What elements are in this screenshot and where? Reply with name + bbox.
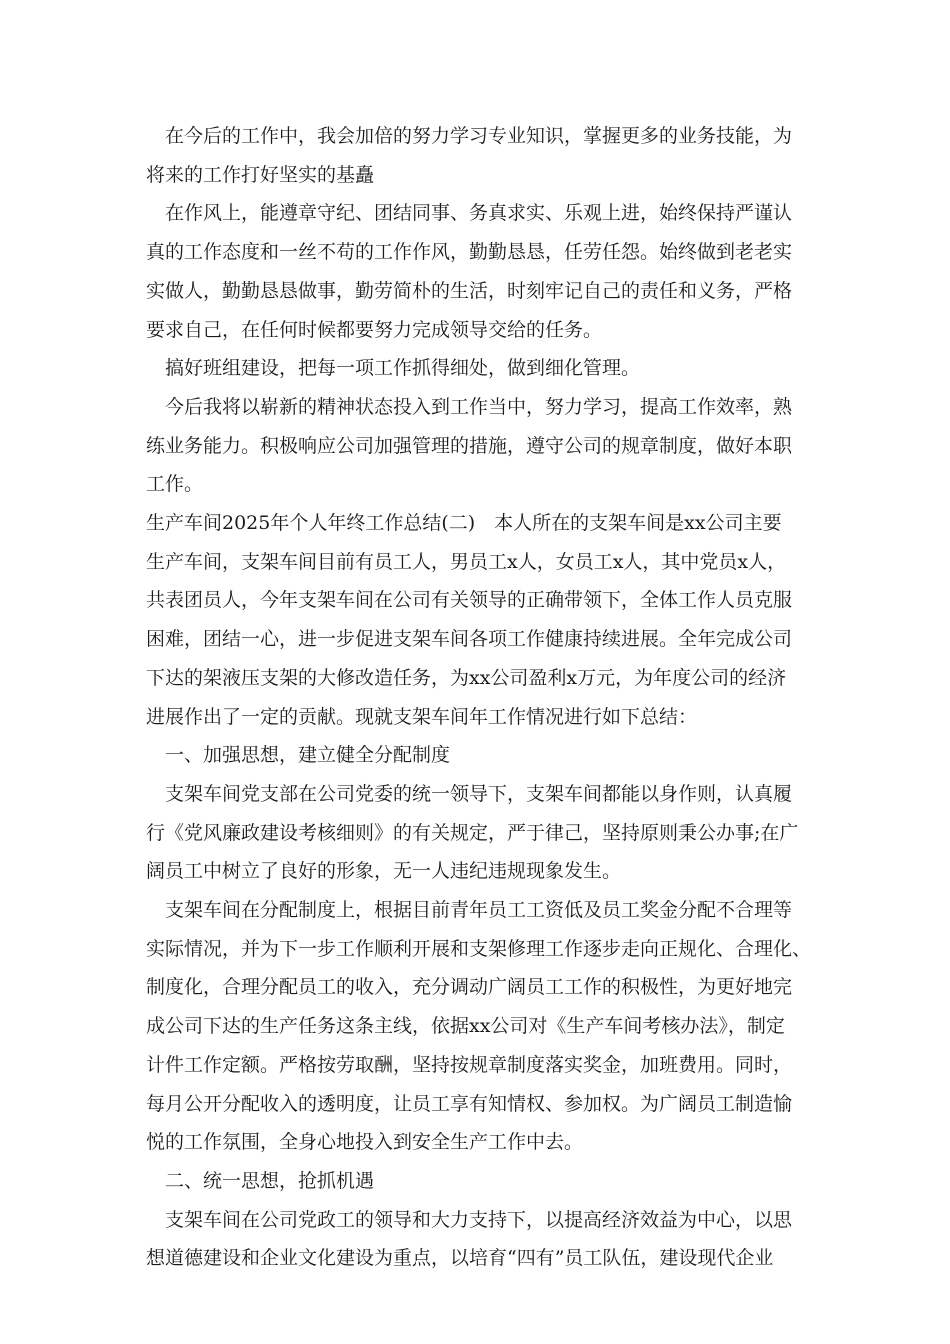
- text-line: 要求自己，在任何时候都要努力完成领导交给的任务。: [146, 318, 603, 341]
- text-line: 进展作出了一定的贡献。现就支架车间年工作情况进行如下总结：: [146, 705, 698, 728]
- section-heading: 二、统一思想，抢抓机遇: [165, 1169, 375, 1192]
- text-line: 支架车间在分配制度上，根据目前青年员工工资低及员工奖金分配不合理等: [165, 899, 793, 922]
- text-line: 将来的工作打好坚实的基矗: [146, 163, 375, 186]
- text-line: 每月公开分配收入的透明度，让员工享有知情权、参加权。为广阔员工制造愉: [146, 1092, 793, 1115]
- document-body: [146, 117, 812, 1278]
- text-line: 练业务能力。积极响应公司加强管理的措施，遵守公司的规章制度，做好本职: [146, 434, 793, 457]
- text-line: 生产车间，支架车间目前有员工人，男员工x人，女员工x人，其中党员x人，: [146, 550, 787, 573]
- text-line: 实际情况，并为下一步工作顺利开展和支架修理工作逐步走向正规化、合理化、: [146, 937, 812, 960]
- text-line: 成公司下达的生产任务这条主线，依据xx公司对《生产车间考核办法》，制定: [146, 1015, 785, 1038]
- text-line: 计件工作定额。严格按劳取酬，坚持按规章制度落实奖金，加班费用。同时，: [146, 1053, 793, 1076]
- text-line: 下达的架液压支架的大修改造任务，为xx公司盈利x万元，为年度公司的经济: [146, 666, 787, 689]
- text-line: 困难，团结一心，进一步促进支架车间各项工作健康持续进展。全年完成公司: [146, 628, 793, 651]
- text-line: 工作。: [146, 473, 204, 496]
- text-line: 今后我将以崭新的精神状态投入到工作当中，努力学习，提高工作效率，熟: [165, 395, 793, 418]
- text-line: 在作风上，能遵章守纪、团结同事、务真求实、乐观上进，始终保持严谨认: [165, 202, 793, 225]
- text-line: 实做人，勤勤恳恳做事，勤劳简朴的生活，时刻牢记自己的责任和义务，严格: [146, 279, 793, 302]
- text-line: 支架车间党支部在公司党委的统一领导下，支架车间都能以身作则，认真履: [165, 782, 793, 805]
- text-line: 共表团员人，今年支架车间在公司有关领导的正确带领下，全体工作人员克服: [146, 589, 793, 612]
- text-line: 阔员工中树立了良好的形象，无一人违纪违规现象发生。: [146, 860, 622, 883]
- text-line: 制度化，合理分配员工的收入，充分调动广阔员工工作的积极性，为更好地完: [146, 976, 793, 999]
- text-line: 支架车间在公司党政工的领导和大力支持下，以提高经济效益为中心，以思: [165, 1208, 793, 1231]
- text-line: 真的工作态度和一丝不苟的工作作风，勤勤恳恳，任劳任怨。始终做到老老实: [146, 241, 793, 264]
- text-line: 想道德建设和企业文化建设为重点，以培育“四有”员工队伍，建设现代企业: [146, 1247, 774, 1270]
- section-heading: 一、加强思想，建立健全分配制度: [165, 744, 451, 767]
- text-line: 在今后的工作中，我会加倍的努力学习专业知识，掌握更多的业务技能，为: [165, 125, 793, 147]
- text-line: 搞好班组建设，把每一项工作抓得细处，做到细化管理。: [165, 357, 641, 380]
- text-line: 悦的工作氛围，全身心地投入到安全生产工作中去。: [146, 1131, 584, 1154]
- text-line: 生产车间2025年个人年终工作总结(二) 本人所在的支架车间是xx公司主要: [146, 512, 782, 535]
- text-line: 行《党风廉政建设考核细则》的有关规定，严于律己，坚持原则秉公办事;在广: [146, 821, 799, 844]
